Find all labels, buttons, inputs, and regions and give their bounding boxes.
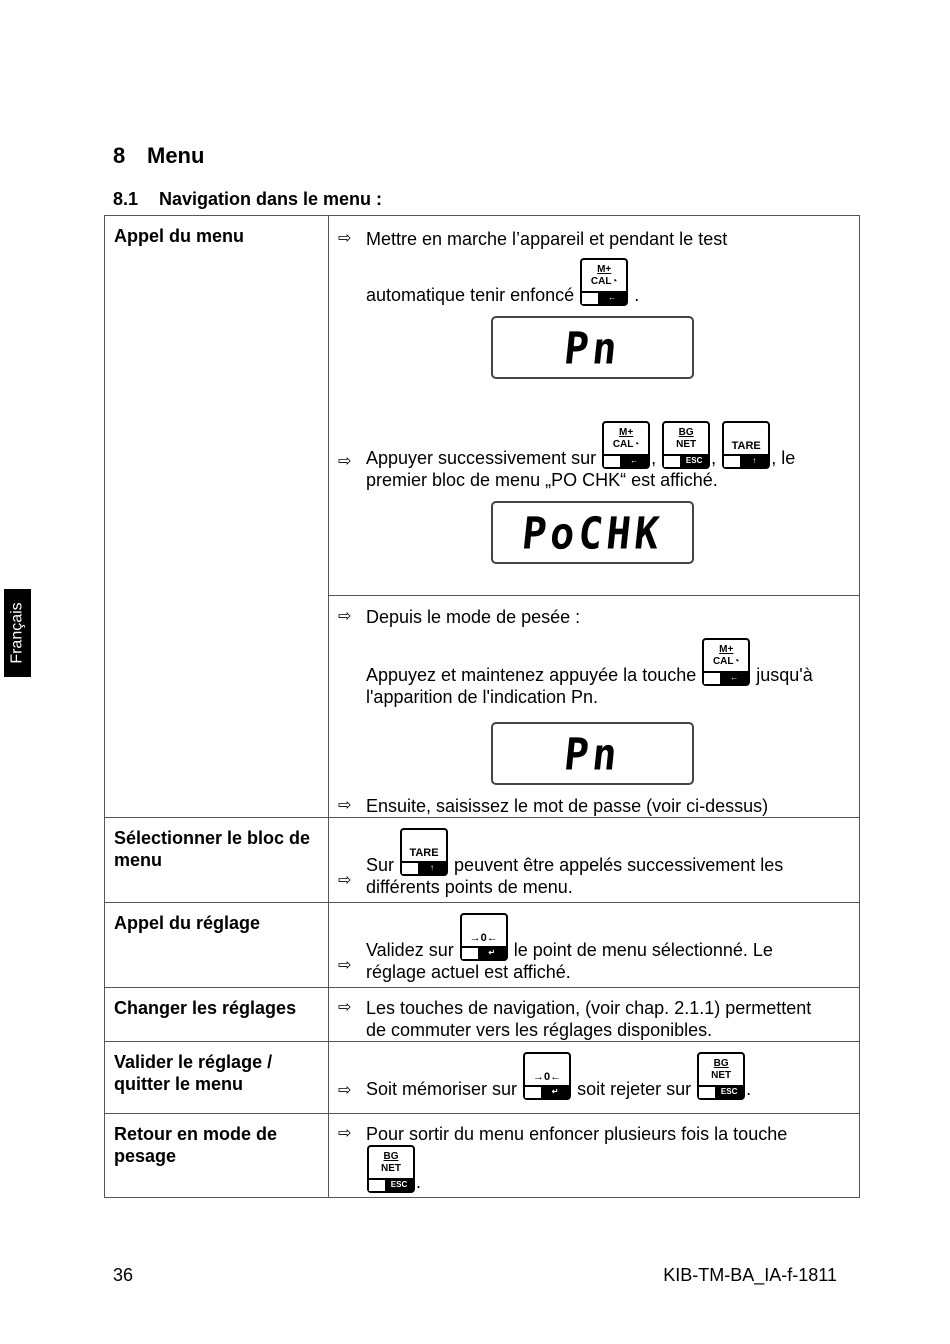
instruction-step	[338, 606, 849, 708]
arrow-right-icon: ⇨	[338, 453, 352, 470]
row-label-change-settings: Changer les réglages	[105, 988, 329, 1042]
row-action-cell	[329, 818, 860, 903]
arrow-right-icon: ⇨	[338, 957, 352, 974]
step-text-line: Sur TARE ↑ peuvent être appelés successivement les	[366, 828, 849, 876]
lcd-text: Pn	[561, 323, 624, 375]
step-text: l'apparition de l'indication Pn.	[366, 687, 599, 707]
lcd-text: PoCHK	[519, 508, 666, 560]
step-text-line: BG NET ESC .	[366, 1145, 849, 1193]
language-tab	[4, 589, 31, 677]
step-text-line: Appuyez et maintenez appuyée la touche M+ CAL◔ ← jusqu'à	[366, 638, 849, 686]
table-row	[105, 903, 860, 988]
arrow-right-icon: ⇨	[338, 1082, 352, 1099]
cal-key-icon: M+ CAL◔ ←	[702, 638, 750, 686]
menu-navigation-table	[104, 215, 860, 1198]
step-text: Depuis le mode de pesée :	[366, 607, 581, 627]
cal-key-icon: M+ CAL◔ ←	[602, 421, 650, 469]
tare-key-icon: TARE ↑	[400, 828, 448, 876]
row-action-cell	[329, 1114, 860, 1198]
step-text: Ensuite, saisissez le mot de passe (voir ci-dessus)	[366, 796, 769, 816]
step-text-line: automatique tenir enfoncé M+ CAL◔ ← .	[366, 258, 849, 306]
step-text-line: Validez sur →0← ↵ le point de menu sélectionné. Le	[366, 913, 849, 961]
arrow-right-icon: ⇨	[338, 230, 352, 247]
instruction-step	[338, 795, 849, 817]
subsection-number: 8.1	[113, 189, 139, 209]
instruction-step	[338, 421, 849, 491]
language-tab-label: Français	[8, 602, 26, 664]
lcd-display	[491, 501, 694, 564]
table-row	[105, 988, 860, 1042]
document-id: KIB-TM-BA_IA-f-1811	[663, 1265, 837, 1285]
row-action-cell	[329, 216, 860, 596]
tare-key-icon: TARE ↑	[722, 421, 770, 469]
arrow-right-icon: ⇨	[338, 608, 352, 625]
arrow-right-icon: ⇨	[338, 1125, 352, 1142]
instruction-step	[338, 1123, 849, 1193]
subsection-title: Navigation dans le menu :	[159, 189, 383, 209]
lcd-display	[491, 722, 694, 785]
page-number: 36	[113, 1265, 134, 1285]
zero-key-icon: →0← ↵	[460, 913, 508, 961]
step-text: premier bloc de menu „PO CHK“ est affiché.	[366, 470, 718, 490]
arrow-right-icon: ⇨	[338, 797, 352, 814]
step-text: réglage actuel est affiché.	[366, 962, 571, 982]
row-label-select-block: Sélectionner le bloc de menu	[105, 818, 329, 903]
table-row	[105, 216, 860, 596]
row-label-call-setting: Appel du réglage	[105, 903, 329, 988]
row-action-cell	[329, 1042, 860, 1114]
instruction-step	[338, 997, 849, 1041]
arrow-right-icon: ⇨	[338, 999, 352, 1016]
row-action-cell	[329, 988, 860, 1042]
step-text: de commuter vers les réglages disponibles.	[366, 1020, 713, 1040]
lcd-text: Pn	[561, 729, 624, 781]
instruction-step	[338, 1052, 849, 1100]
table-row	[105, 1042, 860, 1114]
step-text: différents points de menu.	[366, 877, 573, 897]
row-label-return-weighing: Retour en mode de pesage	[105, 1114, 329, 1198]
table-row	[105, 818, 860, 903]
arrow-right-icon: ⇨	[338, 872, 352, 889]
section-title: Menu	[147, 143, 205, 168]
net-key-icon: BG NET ESC	[662, 421, 710, 469]
table-row	[105, 1114, 860, 1198]
section-number: 8	[113, 143, 126, 168]
net-key-icon: BG NET ESC	[697, 1052, 745, 1100]
step-text-line: Appuyer successivement sur M+ CAL◔ ← , BG NET ESC , TARE ↑ , le	[366, 421, 849, 469]
cal-key-icon: M+ CAL◔ ←	[580, 258, 628, 306]
instruction-step	[338, 913, 849, 983]
lcd-display	[491, 316, 694, 379]
row-action-cell	[329, 903, 860, 988]
row-label-validate-setting: Valider le réglage / quitter le menu	[105, 1042, 329, 1114]
step-text: Les touches de navigation, (voir chap. 2.1.1) permettent	[366, 998, 812, 1018]
instruction-step	[338, 228, 849, 306]
row-action-cell	[329, 596, 860, 818]
row-label-menu-call: Appel du menu	[105, 216, 329, 818]
step-text: Pour sortir du menu enfoncer plusieurs fois la touche	[366, 1124, 788, 1144]
step-text-part: automatique tenir enfoncé	[366, 285, 575, 305]
subsection-heading	[113, 189, 382, 210]
step-text-line: Soit mémoriser sur →0← ↵ soit rejeter sur BG NET ESC .	[366, 1052, 849, 1100]
net-key-icon: BG NET ESC	[367, 1145, 415, 1193]
section-heading	[113, 143, 204, 169]
instruction-step	[338, 828, 849, 898]
zero-key-icon: →0← ↵	[523, 1052, 571, 1100]
step-text: Mettre en marche l’appareil et pendant le test	[366, 229, 728, 249]
